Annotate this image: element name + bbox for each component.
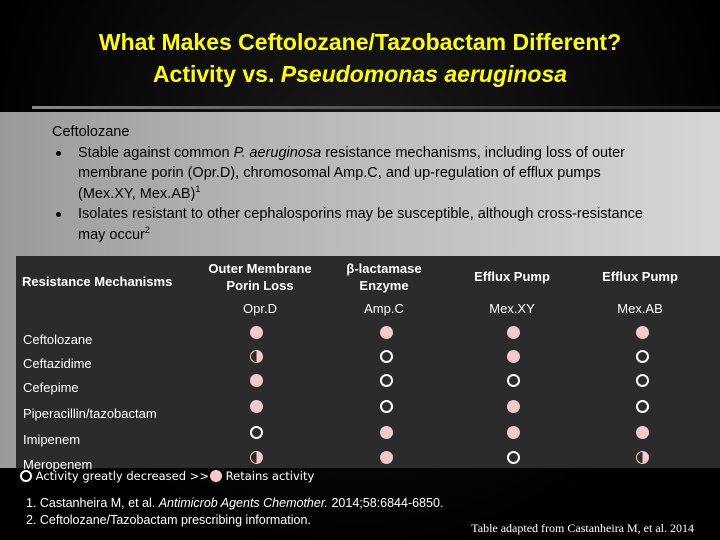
reference-1 [26, 495, 443, 512]
column-header: Efflux Pump [602, 269, 678, 284]
filled-circle-icon [636, 426, 649, 439]
open-circle-icon [507, 451, 520, 464]
open-circle-icon [636, 374, 649, 387]
bullet-2-text: Isolates resistant to other cephalosporins may be susceptible, although cross-resistance may occur [78, 206, 643, 243]
legend-decreased-label: Activity greatly decreased >> [35, 469, 209, 483]
filled-circle-icon [210, 470, 222, 482]
open-circle-icon [380, 350, 393, 363]
filled-circle-icon [380, 326, 393, 339]
source-note: Table adapted from Castanheira M, et al. 2014 [471, 521, 694, 535]
bullet-dot-icon [56, 212, 61, 217]
column-header: Outer Membrane Porin Loss [208, 261, 312, 293]
filled-circle-icon [380, 451, 393, 464]
title-line-2 [0, 58, 720, 90]
open-circle-icon [636, 350, 649, 363]
filled-circle-icon [380, 426, 393, 439]
bullet-2-sup: 2 [144, 224, 150, 235]
content-panel [0, 112, 720, 483]
bullet-dot-icon [56, 151, 61, 156]
bullet-1-sup: 1 [195, 183, 201, 194]
references [26, 495, 443, 529]
bullet-1-italic: P. aeruginosa [233, 144, 322, 161]
filled-circle-icon [507, 326, 520, 339]
row-label: Ceftazidime [23, 356, 92, 371]
resistance-table [16, 256, 720, 483]
filled-circle-icon [250, 400, 263, 413]
half-filled-circle-icon [250, 451, 263, 464]
title-line-1: What Makes Ceftolozane/Tazobactam Different? [98, 29, 622, 55]
row-label: Imipenem [23, 432, 81, 447]
open-circle-icon [20, 470, 32, 482]
filled-circle-icon [507, 350, 520, 363]
column-header: Efflux Pump [474, 269, 550, 284]
half-filled-circle-icon [250, 350, 263, 363]
half-filled-circle-icon [636, 451, 649, 464]
column-header: β-lactamase Enzyme [346, 261, 422, 293]
legend-decreased [20, 469, 209, 483]
ref-1-prefix: 1. Castanheira M, et al. [26, 496, 159, 510]
bullet-1 [52, 143, 662, 205]
bullet-1-text1: Stable against common [78, 144, 234, 161]
column-subheader: Amp.C [364, 301, 404, 316]
ref-1-journal: Antimicrob Agents Chemother. [158, 496, 328, 510]
title-divider [32, 106, 720, 109]
open-circle-icon [380, 374, 393, 387]
row-label: Ceftolozane [23, 332, 93, 347]
open-circle-icon [380, 400, 393, 413]
ref-1-suffix: 2014;58:6844-6850. [328, 496, 444, 510]
row-header: Resistance Mechanisms [22, 274, 173, 289]
filled-circle-icon [507, 426, 520, 439]
row-label: Meropenem [23, 457, 93, 472]
intro-heading: Ceftolozane [52, 124, 130, 140]
row-label: Piperacillin/tazobactam [23, 406, 157, 421]
column-subheader: Opr.D [243, 301, 277, 316]
intro-text [52, 122, 662, 245]
filled-circle-icon [507, 400, 520, 413]
filled-circle-icon [250, 374, 263, 387]
filled-circle-icon [636, 326, 649, 339]
bullet-2 [52, 204, 662, 245]
column-subheader: Mex.XY [489, 301, 535, 316]
bullet-1-text2: resistance mechanisms, including loss of outer membrane porin (Opr.D), chromosomal Amp.C, and up-regulation of efflux pumps (Mex.XY, Mex.AB) [78, 144, 626, 202]
reference-2: 2. Ceftolozane/Tazobactam prescribing information. [26, 513, 311, 527]
open-circle-icon [250, 426, 263, 439]
legend-retains-label: Retains activity [225, 469, 315, 483]
open-circle-icon [507, 374, 520, 387]
title-line-2-prefix: Activity vs. [152, 61, 281, 87]
open-circle-icon [636, 400, 649, 413]
slide-title [0, 26, 720, 90]
filled-circle-icon [250, 326, 263, 339]
column-subheader: Mex.AB [617, 301, 663, 316]
title-line-2-italic: Pseudomonas aeruginosa [280, 61, 568, 87]
row-label: Cefepime [23, 380, 79, 395]
legend-retains [210, 469, 314, 483]
